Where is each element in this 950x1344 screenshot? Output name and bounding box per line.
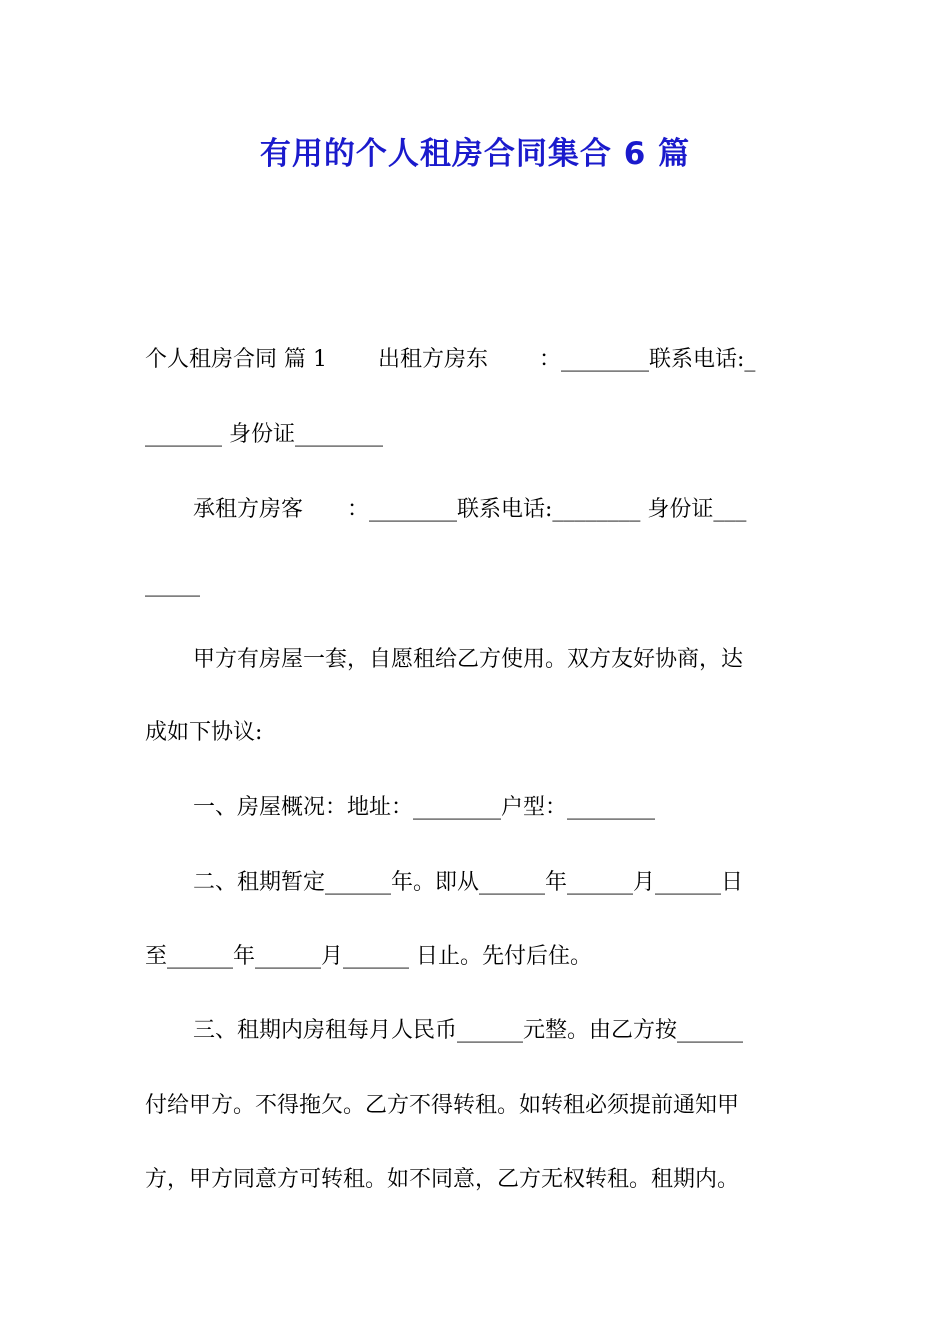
text-line: 至______年______月______ 日止。先付后住。 xyxy=(145,944,592,969)
text-line: 承租方房客 ：________联系电话:________ 身份证___ xyxy=(193,497,747,522)
text-line: _______ 身份证________ xyxy=(145,422,383,447)
document-title: 有用的个人租房合同集合 6 篇 xyxy=(259,136,691,172)
text-line: 三、租期内房租每月人民币______元整。由乙方按______ xyxy=(193,1018,744,1043)
text-line: 二、租期暂定______年。即从______年______月______日 xyxy=(193,870,744,895)
text-line: 甲方有房屋一套，自愿租给乙方使用。双方友好协商，达 xyxy=(193,647,744,672)
text-line: 方，甲方同意方可转租。如不同意，乙方无权转租。租期内。 xyxy=(145,1167,740,1192)
text-line: 个人租房合同 篇 1 出租方房东 ：________联系电话:_ xyxy=(145,347,756,372)
text-line: 成如下协议: xyxy=(145,720,263,745)
text-line: _____ xyxy=(145,572,200,597)
text-line: 付给甲方。不得拖欠。乙方不得转租。如转租必须提前通知甲 xyxy=(145,1093,740,1118)
text-line: 一、房屋概况：地址：________户型：________ xyxy=(193,795,656,820)
